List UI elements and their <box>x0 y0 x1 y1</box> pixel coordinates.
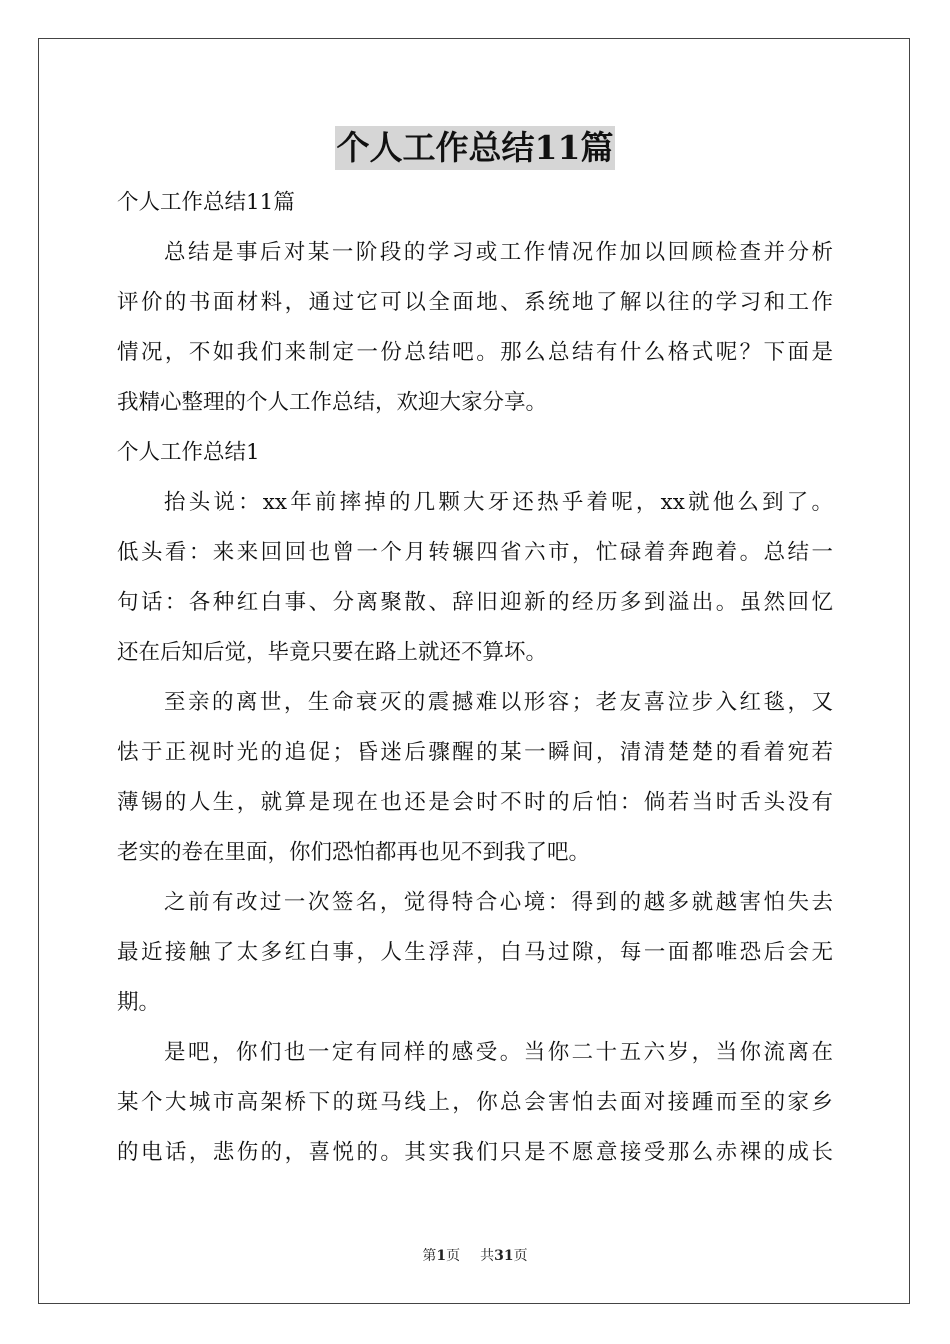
text-line: 的电话，悲伤的，喜悦的。其实我们只是不愿意接受那么赤裸的成长 <box>117 1140 833 1165</box>
text-line: 是吧，你们也一定有同样的感受。当你二十五六岁，当你流离在 <box>164 1040 833 1065</box>
text-line: 期。 <box>117 990 161 1015</box>
text-line: 情况，不如我们来制定一份总结吧。那么总结有什么格式呢？下面是 <box>117 340 833 365</box>
text-line: 怯于正视时光的追促；昏迷后骤醒的某一瞬间，清清楚楚的看着宛若 <box>117 740 833 765</box>
title-wrap <box>0 126 950 170</box>
text-line: 最近接触了太多红白事，人生浮萍，白马过隙，每一面都唯恐后会无 <box>117 940 833 965</box>
text-line: 薄锡的人生，就算是现在也还是会时不时的后怕：倘若当时舌头没有 <box>117 790 833 815</box>
text-line: 某个大城市高架桥下的斑马线上，你总会害怕去面对接踵而至的家乡 <box>117 1090 833 1115</box>
total-suffix: 页 <box>513 1248 528 1264</box>
text-line: 老实的卷在里面，你们恐怕都再也见不到我了吧。 <box>117 840 591 865</box>
text-line: 之前有改过一次签名，觉得特合心境：得到的越多就越害怕失去 <box>164 890 833 915</box>
total-pages: 31 <box>494 1248 514 1264</box>
page-prefix: 第 <box>422 1248 437 1264</box>
text-line: 个人工作总结11篇 <box>117 190 295 215</box>
text-line: 评价的书面材料，通过它可以全面地、系统地了解以往的学习和工作 <box>117 290 833 315</box>
page-suffix: 页 <box>446 1248 461 1264</box>
document-body <box>117 178 833 1178</box>
page-footer <box>0 1246 950 1266</box>
text-line: 个人工作总结1 <box>117 440 260 465</box>
total-prefix: 共 <box>480 1248 495 1264</box>
text-line: 句话：各种红白事、分离聚散、辞旧迎新的经历多到溢出。虽然回忆 <box>117 590 833 615</box>
text-line: 至亲的离世，生命衰灭的震撼难以形容；老友喜泣步入红毯，又 <box>164 690 833 715</box>
page-number: 1 <box>436 1248 447 1264</box>
text-line: 总结是事后对某一阶段的学习或工作情况作加以回顾检查并分析 <box>164 240 833 265</box>
document-title: 个人工作总结11篇 <box>335 126 616 170</box>
text-line: 我精心整理的个人工作总结，欢迎大家分享。 <box>117 390 548 415</box>
text-line: 低头看：来来回回也曾一个月转辗四省六市，忙碌着奔跑着。总结一 <box>117 540 833 565</box>
text-line: 抬头说：xx年前摔掉的几颗大牙还热乎着呢，xx就他么到了。 <box>164 490 833 515</box>
text-line: 还在后知后觉，毕竟只要在路上就还不算坏。 <box>117 640 548 665</box>
